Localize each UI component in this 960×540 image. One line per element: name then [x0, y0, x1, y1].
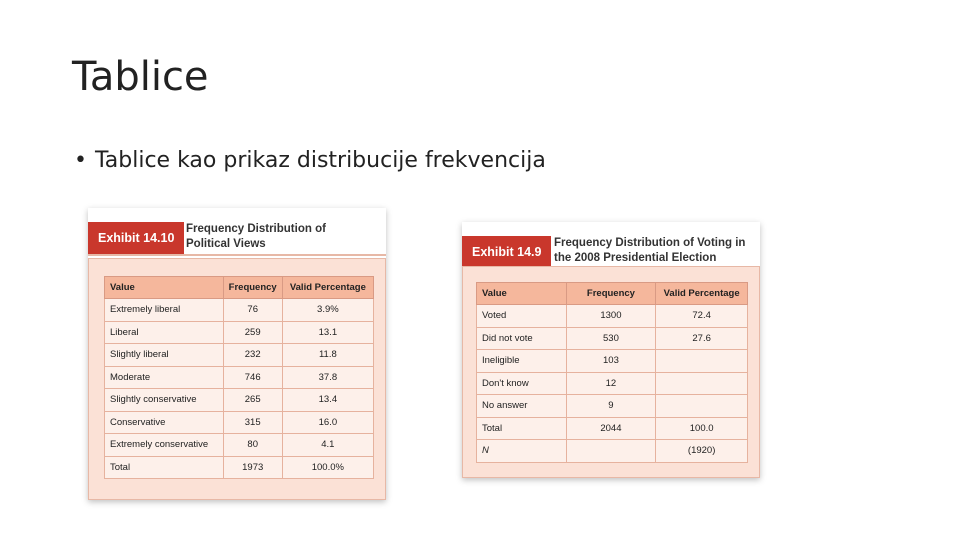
- caption-line-2: the 2008 Presidential Election: [554, 252, 717, 264]
- row-label-cell: Don't know: [477, 372, 567, 395]
- bullet-item: [74, 148, 546, 173]
- value-cell: [656, 395, 748, 418]
- exhibit-caption: [186, 222, 326, 252]
- exhibit-voting: [462, 222, 760, 478]
- table-row: [477, 440, 748, 463]
- value-cell: 530: [566, 327, 656, 350]
- value-cell: [656, 350, 748, 373]
- frequency-table: [476, 282, 748, 463]
- value-cell: 1973: [223, 456, 282, 479]
- caption-line-2: Political Views: [186, 238, 266, 250]
- value-cell: 4.1: [282, 434, 373, 457]
- row-label-cell: Did not vote: [477, 327, 567, 350]
- value-cell: 3.9%: [282, 299, 373, 322]
- frequency-table: [104, 276, 374, 479]
- value-cell: 76: [223, 299, 282, 322]
- table-row: [477, 417, 748, 440]
- row-label-cell: Ineligible: [477, 350, 567, 373]
- row-label-cell: No answer: [477, 395, 567, 418]
- value-cell: 1300: [566, 305, 656, 328]
- value-cell: 12: [566, 372, 656, 395]
- value-cell: 27.6: [656, 327, 748, 350]
- value-cell: 13.1: [282, 321, 373, 344]
- column-header: Value: [477, 283, 567, 305]
- row-label-cell: Voted: [477, 305, 567, 328]
- exhibit-caption: [554, 236, 745, 266]
- table-header-row: [477, 283, 748, 305]
- value-cell: 2044: [566, 417, 656, 440]
- row-label-cell: Extremely liberal: [105, 299, 224, 322]
- row-label-cell: Liberal: [105, 321, 224, 344]
- exhibit-tag: Exhibit 14.10: [88, 222, 184, 254]
- table-row: [105, 344, 374, 367]
- exhibit-tag: Exhibit 14.9: [462, 236, 551, 268]
- value-cell: 9: [566, 395, 656, 418]
- row-label-cell: Slightly conservative: [105, 389, 224, 412]
- column-header: Frequency: [566, 283, 656, 305]
- exhibit-political-views: [88, 208, 386, 500]
- table-row: [477, 372, 748, 395]
- bullet-dot-icon: •: [74, 148, 87, 173]
- table-row: [105, 456, 374, 479]
- value-cell: 37.8: [282, 366, 373, 389]
- table-row: [105, 411, 374, 434]
- row-label-cell: Slightly liberal: [105, 344, 224, 367]
- value-cell: 315: [223, 411, 282, 434]
- slide-title: Tablice: [72, 54, 209, 100]
- value-cell: [656, 372, 748, 395]
- caption-line-1: Frequency Distribution of Voting in: [554, 237, 746, 249]
- table-row: [477, 305, 748, 328]
- value-cell: 11.8: [282, 344, 373, 367]
- table-row: [477, 350, 748, 373]
- value-cell: 259: [223, 321, 282, 344]
- value-cell: 72.4: [656, 305, 748, 328]
- value-cell: 746: [223, 366, 282, 389]
- exhibit-header: [462, 222, 760, 270]
- value-cell: 232: [223, 344, 282, 367]
- table-row: [105, 366, 374, 389]
- column-header: Frequency: [223, 277, 282, 299]
- caption-line-1: Frequency Distribution of: [186, 223, 326, 235]
- table-row: [477, 327, 748, 350]
- value-cell: 265: [223, 389, 282, 412]
- table-row: [105, 299, 374, 322]
- table-header-row: [105, 277, 374, 299]
- table-row: [477, 395, 748, 418]
- table-row: [105, 389, 374, 412]
- table-row: [105, 321, 374, 344]
- value-cell: 103: [566, 350, 656, 373]
- value-cell: 80: [223, 434, 282, 457]
- row-label-cell: Total: [477, 417, 567, 440]
- value-cell: 16.0: [282, 411, 373, 434]
- column-header: Valid Percentage: [282, 277, 373, 299]
- value-cell: 13.4: [282, 389, 373, 412]
- value-cell: 100.0: [656, 417, 748, 440]
- row-label-cell: N: [477, 440, 567, 463]
- value-cell: [566, 440, 656, 463]
- column-header: Value: [105, 277, 224, 299]
- table-row: [105, 434, 374, 457]
- row-label-cell: Moderate: [105, 366, 224, 389]
- column-header: Valid Percentage: [656, 283, 748, 305]
- exhibit-header: [88, 208, 386, 256]
- bullet-text: Tablice kao prikaz distribucije frekvencija: [94, 148, 546, 173]
- row-label-cell: Total: [105, 456, 224, 479]
- row-label-cell: Conservative: [105, 411, 224, 434]
- value-cell: (1920): [656, 440, 748, 463]
- value-cell: 100.0%: [282, 456, 373, 479]
- row-label-cell: Extremely conservative: [105, 434, 224, 457]
